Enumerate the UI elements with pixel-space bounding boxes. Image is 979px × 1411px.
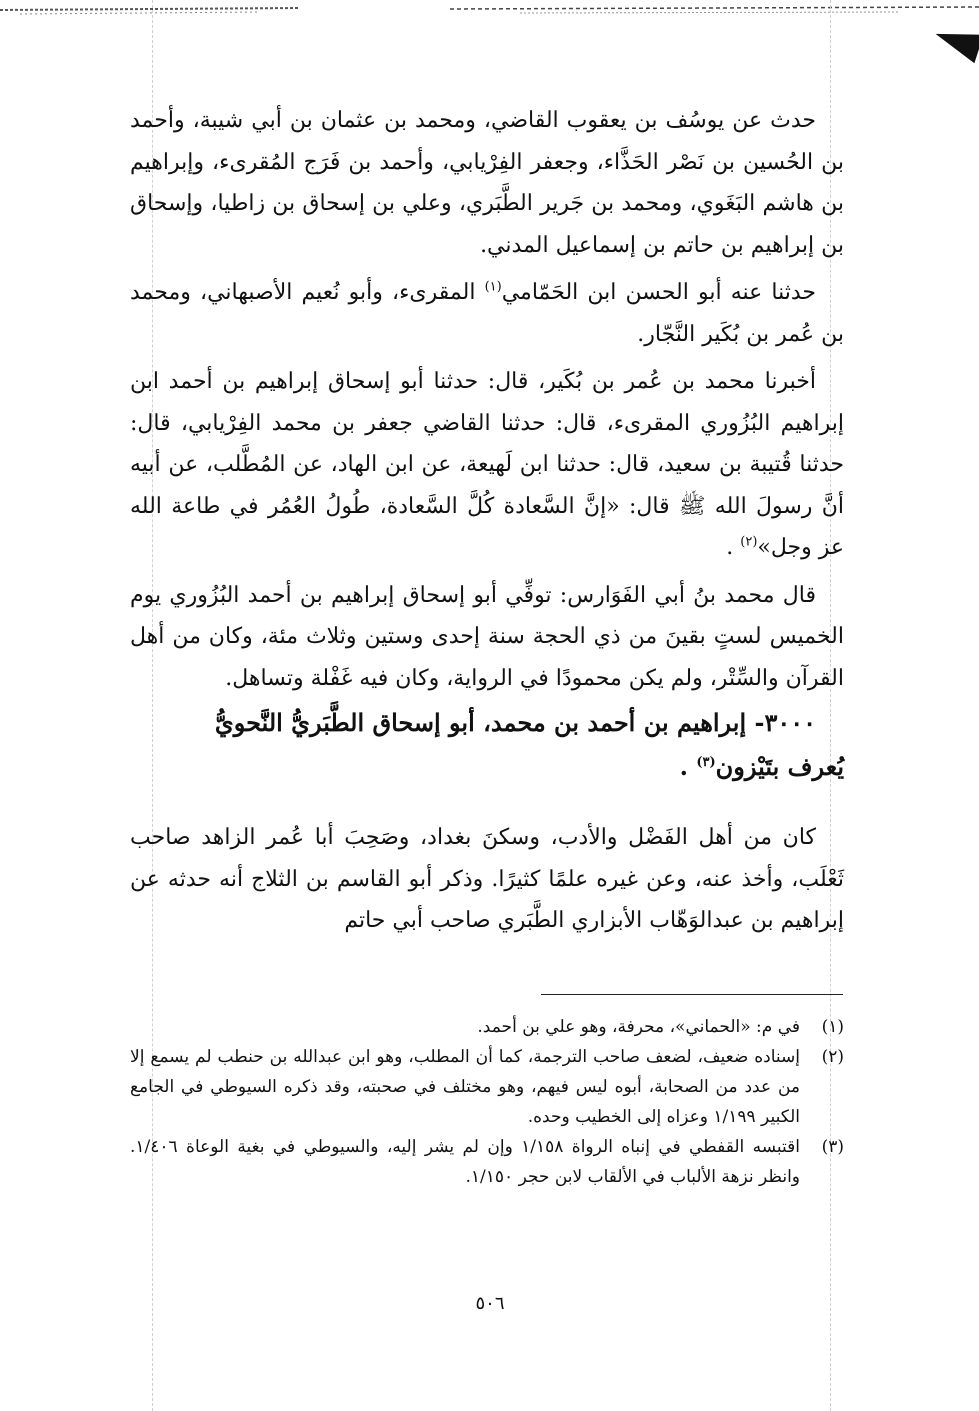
entry-heading-subline xyxy=(130,745,844,789)
footnote-number: (١) xyxy=(821,1017,844,1037)
paragraph-text: المقرىء، وأبو نُعيم الأصبهاني، ومحمد بن عُمر بن بُكَير النَّجّار. xyxy=(130,280,844,347)
paragraph xyxy=(130,272,844,355)
entry-heading-text: . xyxy=(679,752,697,781)
footnote-text: إسناده ضعيف، لضعف صاحب الترجمة، كما أن المطلب، وهو ابن عبدالله بن حنطب لم يسمع إلا من عدد من الصحابة، أبوه ليس فيهم، وهو مختلف في صحبته، وقد ذكره السيوطي في الجامع الكبير ١/١٩٩ وعزاه إلى الخطيب وحده. xyxy=(130,1047,800,1127)
footnote-ref[interactable]: (٢) xyxy=(740,534,758,550)
scan-corner-mark xyxy=(931,21,979,64)
entry-heading xyxy=(130,701,844,789)
footnote xyxy=(130,1042,844,1132)
footnote-text: في م: «الحماني»، محرفة، وهو علي بن أحمد. xyxy=(477,1017,800,1037)
paragraph-text: . xyxy=(726,535,741,560)
paragraph: كان من أهل الفَضْل والأدب، وسكنَ بغداد، وصَحِبَ أبا عُمر الزاهد صاحب ثَعْلَب، وأخذ عنه، وعن غيره علمًا كثيرًا. وذكر أبو القاسم بن الثلاج أنه حدثه عن إبراهيم بن عبدالوَهّاب الأبزاري الطَّبَري صاحب أبي حاتم xyxy=(130,825,844,933)
scan-noise-top xyxy=(0,4,979,18)
main-text xyxy=(130,100,844,942)
paragraph-text: أخبرنا محمد بن عُمر بن بُكَير، قال: حدثنا أبو إسحاق إبراهيم بن أحمد ابن إبراهيم البُزُوري المقرىء، قال: حدثنا القاضي جعفر بن محمد الفِرْيابي، قال: حدثنا قُتيبة بن سعيد، قال: حدثنا ابن لَهيعة، عن ابن الهاد، عن المُطَّلب، عن أبيه أنَّ رسولَ الله ﷺ قال: «إنَّ السَّعادة كُلَّ السَّعادة، طُولُ العُمُر في طاعة الله عز وجل» xyxy=(130,369,844,560)
footnote-number: (٣) xyxy=(821,1137,844,1157)
footnote-ref[interactable]: (١) xyxy=(484,279,502,295)
footnotes xyxy=(130,1012,844,1192)
footnote-text: اقتبسه القفطي في إنباه الرواة ١/١٥٨ وإن لم يشر إليه، والسيوطي في بغية الوعاة ١/٤٠٦. وانظر نزهة الألباب في الألقاب لابن حجر ١/١٥٠. xyxy=(130,1137,800,1187)
footnote-number: (٢) xyxy=(821,1047,844,1067)
paragraph: قال محمد بنُ أبي الفَوَارس: توفِّي أبو إسحاق إبراهيم بن أحمد البُزُوري يوم الخميس لستٍ بقينَ من ذي الحجة سنة إحدى وستين وثلاث مئة، وكان من أهل القرآن والسِّتْر، ولم يكن محمودًا في الرواية، وكان فيه غَفْلة وتساهل. xyxy=(130,582,844,691)
page-number: ٥٠٦ xyxy=(475,1293,505,1314)
paragraph xyxy=(130,361,844,569)
footnote xyxy=(130,1012,844,1042)
paragraph: حدث عن يوسُف بن يعقوب القاضي، ومحمد بن عثمان بن أبي شيبة، وأحمد بن الحُسين بن نَصْر الحَذَّاء، وجعفر الفِرْيابي، وأحمد بن فَرَج المُقرىء، وإبراهيم بن هاشم البَغَوي، ومحمد بن جَرير الطَّبَري، وعلي بن إسحاق بن زاطيا، وإسحاق بن إبراهيم بن حاتم بن إسماعيل المدني. xyxy=(130,108,844,258)
paragraph-text: حدثنا عنه أبو الحسن ابن الحَمّامي xyxy=(501,280,816,305)
entry-heading-line: ٣٠٠٠- إبراهيم بن أحمد بن محمد، أبو إسحاق الطَّبَريُّ النَّحويُّ xyxy=(214,708,816,737)
entry-heading-text: يُعرف بتَيْزون xyxy=(715,752,844,781)
footnote-separator xyxy=(541,994,843,995)
footnote-ref[interactable]: (٣) xyxy=(696,755,716,770)
footnote xyxy=(130,1132,844,1192)
